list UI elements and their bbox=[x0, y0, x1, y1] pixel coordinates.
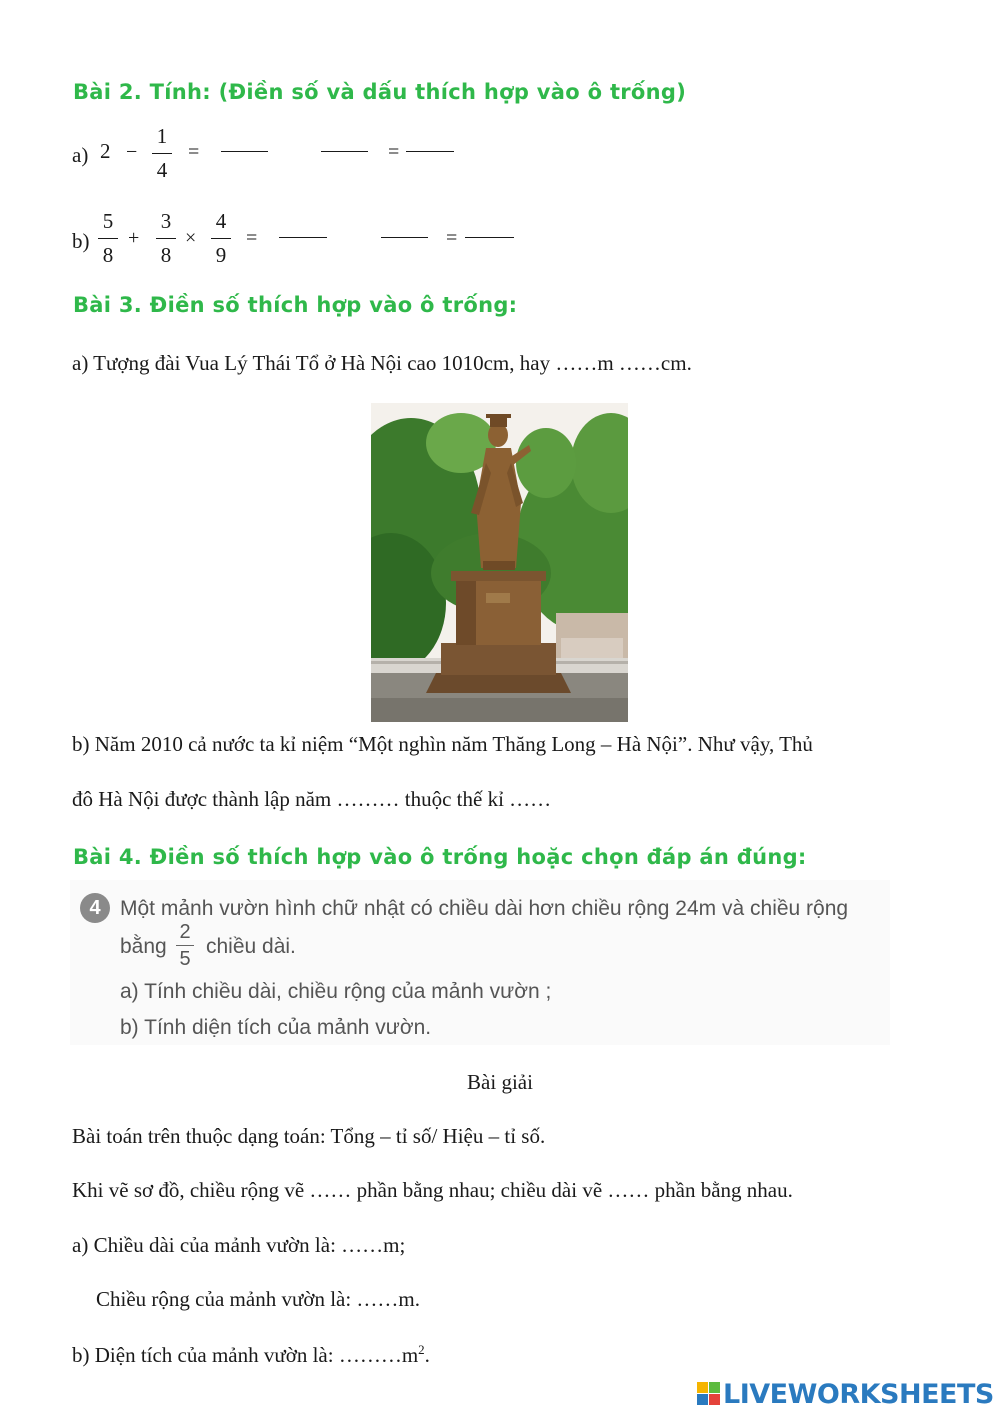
answer-area-end: . bbox=[424, 1343, 430, 1367]
solution-title: Bài giải bbox=[467, 1070, 533, 1094]
bai2-heading: Bài 2. Tính: (Điền số và dấu thích hợp vào ô trống) bbox=[73, 80, 687, 104]
fraction-bar bbox=[211, 238, 231, 239]
bai2-b-fraction-1 bbox=[96, 211, 120, 266]
bai3-b-line2: đô Hà Nội được thành lập năm ……… thuộc thế kỉ …… bbox=[72, 787, 552, 811]
area-exponent: 2 bbox=[418, 1342, 425, 1357]
problem-part-a: a) Tính chiều dài, chiều rộng của mảnh vườn ; bbox=[120, 980, 552, 1003]
fraction-numerator: 4 bbox=[215, 209, 227, 233]
bai3-a-text: a) Tượng đài Vua Lý Thái Tổ ở Hà Nội cao 1010cm, hay ……m ……cm. bbox=[72, 351, 692, 375]
answer-blank-4[interactable] bbox=[279, 237, 327, 238]
answer-blank-2[interactable] bbox=[321, 151, 368, 152]
answer-blank-1[interactable] bbox=[221, 151, 268, 152]
diagram-line: Khi vẽ sơ đồ, chiều rộng vẽ …… phần bằng nhau; chiều dài vẽ …… phần bằng nhau. bbox=[72, 1178, 793, 1202]
fraction-numerator: 1 bbox=[156, 124, 168, 148]
fraction-bar bbox=[98, 238, 118, 239]
bai2-b-fraction-3 bbox=[209, 211, 233, 266]
fraction-numerator: 5 bbox=[102, 209, 114, 233]
fraction-bar bbox=[176, 945, 194, 946]
bai2-b-fraction-2 bbox=[154, 211, 178, 266]
statue-image bbox=[371, 403, 628, 722]
times-sign: × bbox=[185, 227, 197, 249]
answer-area-text: b) Diện tích của mảnh vườn là: ………m bbox=[72, 1343, 419, 1367]
logo-text: LIVEWORKSHEETS bbox=[723, 1378, 994, 1410]
bai2-b-label: b) bbox=[72, 229, 90, 253]
statue-photo bbox=[371, 403, 628, 722]
answer-length: a) Chiều dài của mảnh vườn là: ……m; bbox=[72, 1233, 406, 1257]
answer-blank-5[interactable] bbox=[381, 237, 428, 238]
liveworksheets-logo-icon bbox=[697, 1382, 721, 1406]
minus-sign: − bbox=[126, 141, 138, 163]
equals-sign: = bbox=[246, 227, 258, 249]
fraction-denominator: 8 bbox=[102, 243, 114, 268]
problem-fraction bbox=[175, 922, 195, 969]
fraction-bar bbox=[156, 238, 176, 239]
problem-part-b: b) Tính diện tích của mảnh vườn. bbox=[120, 1016, 432, 1039]
bai3-b-line1: b) Năm 2010 cả nước ta kỉ niệm “Một nghìn năm Thăng Long – Hà Nội”. Như vậy, Thủ bbox=[72, 732, 813, 756]
bai2-a-fraction bbox=[150, 126, 174, 181]
bai2-a-label: a) bbox=[72, 143, 89, 167]
fraction-numerator: 3 bbox=[160, 209, 172, 233]
equals-sign: = bbox=[446, 227, 458, 249]
fraction-denominator: 5 bbox=[179, 948, 191, 971]
problem-line1: Một mảnh vườn hình chữ nhật có chiều dài hơn chiều rộng 24m và chiều rộng bbox=[120, 897, 849, 920]
fraction-denominator: 4 bbox=[156, 158, 168, 183]
bai2-a-whole: 2 bbox=[100, 139, 111, 163]
fraction-denominator: 9 bbox=[215, 243, 227, 268]
fraction-denominator: 8 bbox=[160, 243, 172, 268]
fraction-bar bbox=[152, 153, 172, 154]
answer-area bbox=[72, 1343, 430, 1366]
answer-width: Chiều rộng của mảnh vườn là: ……m. bbox=[96, 1287, 421, 1311]
problem-number-badge: 4 bbox=[80, 893, 110, 923]
liveworksheets-logo[interactable] bbox=[697, 1378, 994, 1410]
plus-sign: + bbox=[128, 227, 140, 249]
equals-sign: = bbox=[188, 141, 200, 163]
answer-blank-3[interactable] bbox=[406, 151, 454, 152]
fraction-numerator: 2 bbox=[179, 921, 191, 943]
problem-line2-post: chiều dài. bbox=[206, 935, 296, 958]
problem-line2-pre: bằng bbox=[120, 935, 167, 958]
equals-sign: = bbox=[388, 141, 400, 163]
answer-blank-6[interactable] bbox=[465, 237, 514, 238]
problem-type-line: Bài toán trên thuộc dạng toán: Tổng – tỉ số/ Hiệu – tỉ số. bbox=[72, 1124, 546, 1148]
bai4-heading: Bài 4. Điền số thích hợp vào ô trống hoặc chọn đáp án đúng: bbox=[73, 845, 807, 869]
bai3-heading: Bài 3. Điền số thích hợp vào ô trống: bbox=[73, 293, 518, 317]
